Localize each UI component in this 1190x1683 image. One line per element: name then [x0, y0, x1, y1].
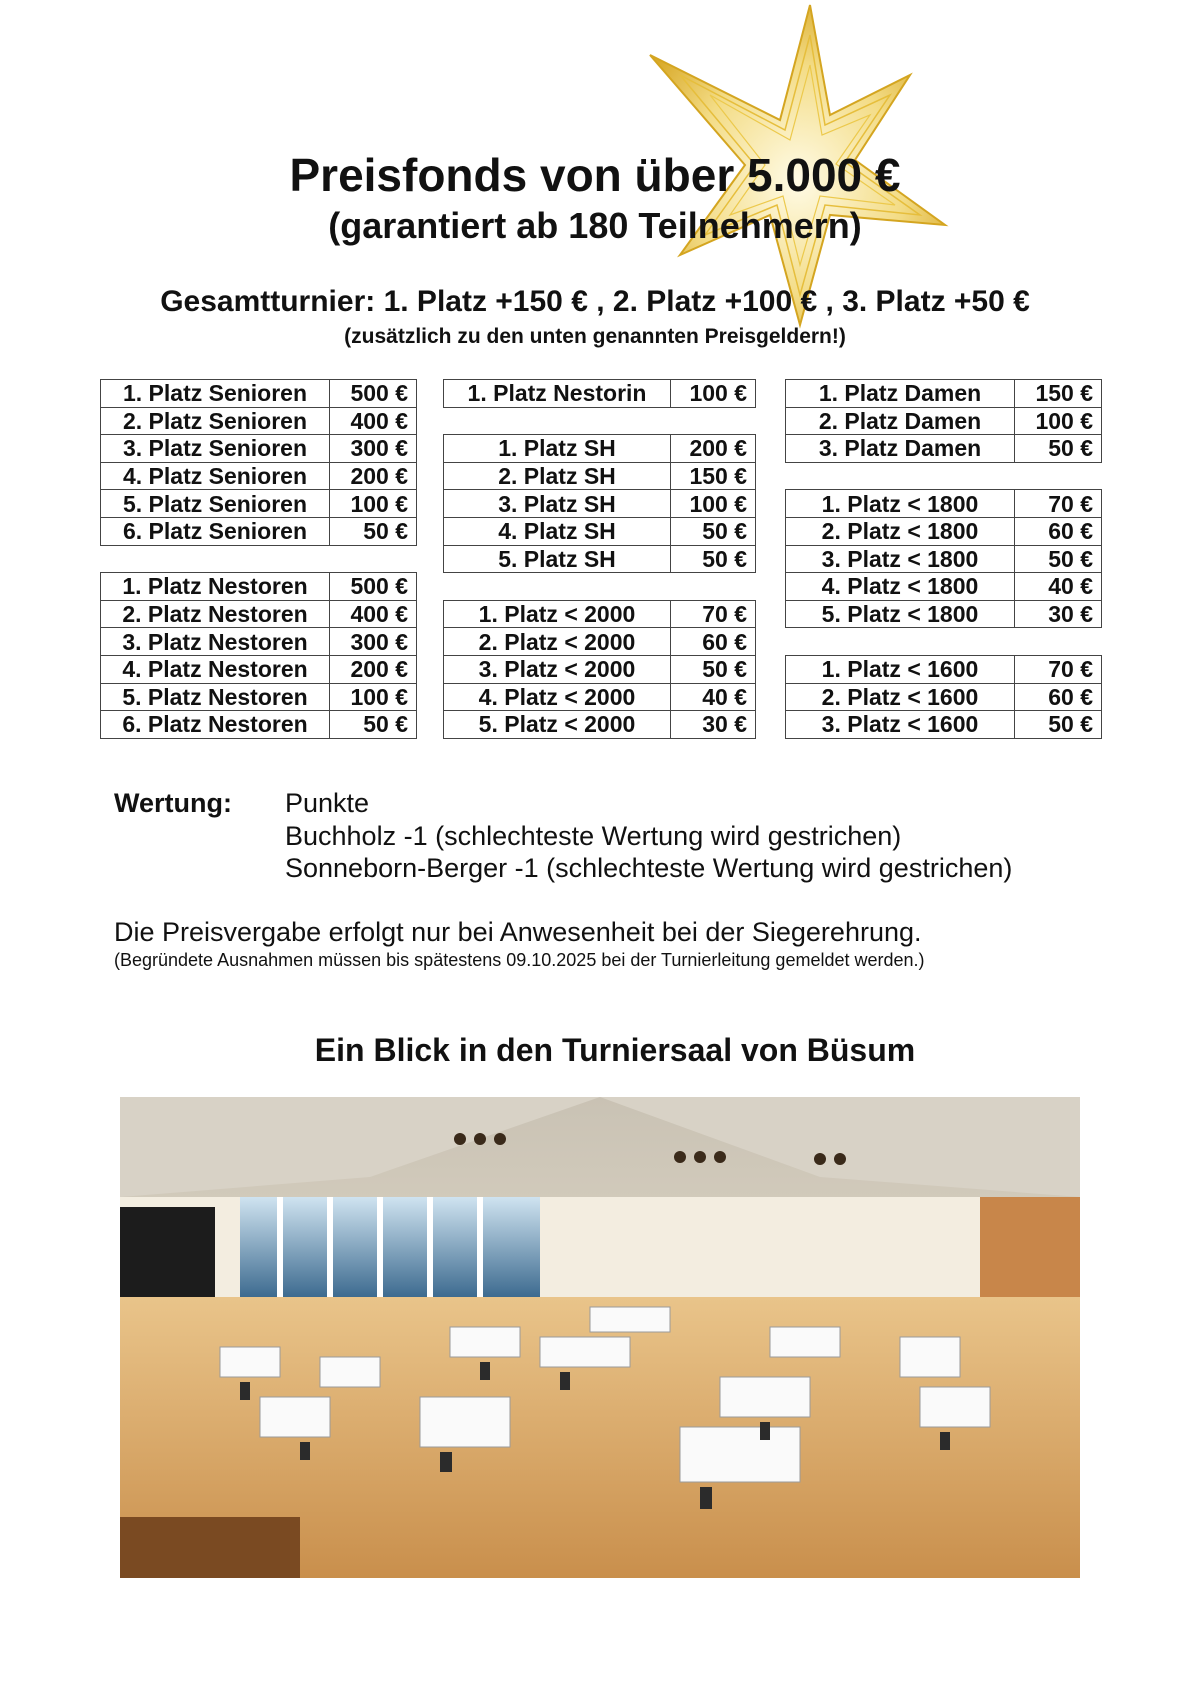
prize-amount: 100 € — [1015, 407, 1102, 435]
prize-label: 1. Platz Nestoren — [101, 573, 330, 601]
prize-label: 4. Platz < 2000 — [444, 683, 671, 711]
prize-label: 1. Platz Senioren — [101, 380, 330, 408]
prize-label: 3. Platz < 2000 — [444, 655, 671, 683]
prize-label: 3. Platz Nestoren — [101, 628, 330, 656]
prize-amount: 30 € — [671, 711, 756, 739]
table-row — [101, 711, 417, 739]
table-row — [444, 683, 756, 711]
table-row — [444, 490, 756, 518]
table-row — [786, 655, 1102, 683]
prize-label: 3. Platz SH — [444, 490, 671, 518]
prize-amount: 30 € — [1015, 600, 1102, 628]
prize-label: 1. Platz < 1600 — [786, 655, 1015, 683]
prize-amount: 50 € — [671, 655, 756, 683]
prize-label: 6. Platz Nestoren — [101, 711, 330, 739]
presence-note: Die Preisvergabe erfolgt nur bei Anwesenheit bei der Siegerehrung. — [114, 917, 922, 947]
table-row — [444, 517, 756, 545]
table-row — [101, 490, 417, 518]
table-row — [101, 573, 417, 601]
prize-amount: 60 € — [1015, 683, 1102, 711]
prize-amount: 100 € — [330, 683, 417, 711]
table-row — [786, 573, 1102, 601]
prize-label: 1. Platz SH — [444, 435, 671, 463]
prize-amount: 50 € — [671, 517, 756, 545]
prize-amount: 70 € — [1015, 655, 1102, 683]
prize-table-nestorin-sh-2000 — [443, 379, 756, 739]
wertung-line: Buchholz -1 (schlechteste Wertung wird gestrichen) — [285, 821, 902, 851]
prize-label: 6. Platz Senioren — [101, 517, 330, 545]
prize-amount: 200 € — [330, 655, 417, 683]
prize-amount: 200 € — [671, 435, 756, 463]
table-row — [444, 462, 756, 490]
prize-table-damen-1800-1600 — [785, 379, 1102, 739]
prize-label: 3. Platz < 1600 — [786, 711, 1015, 739]
prize-amount: 400 € — [330, 407, 417, 435]
prize-amount: 150 € — [1015, 380, 1102, 408]
prize-label: 5. Platz Senioren — [101, 490, 330, 518]
prize-label: 4. Platz < 1800 — [786, 573, 1015, 601]
prize-label: 2. Platz Senioren — [101, 407, 330, 435]
prize-amount: 300 € — [330, 628, 417, 656]
wertung-line: Punkte — [285, 788, 370, 818]
prize-label: 2. Platz < 1600 — [786, 683, 1015, 711]
prize-label: 1. Platz < 2000 — [444, 600, 671, 628]
table-spacer — [444, 407, 756, 435]
prize-amount: 400 € — [330, 600, 417, 628]
prize-label: 1. Platz < 1800 — [786, 490, 1015, 518]
table-row — [786, 517, 1102, 545]
prize-label: 2. Platz Nestoren — [101, 600, 330, 628]
prize-amount: 60 € — [1015, 517, 1102, 545]
prize-amount: 70 € — [671, 600, 756, 628]
table-row — [444, 600, 756, 628]
prize-amount: 500 € — [330, 573, 417, 601]
prize-label: 2. Platz SH — [444, 462, 671, 490]
table-spacer — [786, 628, 1102, 656]
prize-amount: 100 € — [330, 490, 417, 518]
prize-label: 4. Platz SH — [444, 517, 671, 545]
prize-amount: 150 € — [671, 462, 756, 490]
page-title: Preisfonds von über 5.000 € — [289, 149, 901, 201]
table-row — [786, 435, 1102, 463]
prize-label: 2. Platz < 1800 — [786, 517, 1015, 545]
table-row — [101, 462, 417, 490]
wertung-line: Sonneborn-Berger -1 (schlechteste Wertung wird gestrichen) — [285, 853, 1013, 883]
table-row — [444, 711, 756, 739]
prize-label: 5. Platz Nestoren — [101, 683, 330, 711]
prize-label: 4. Platz Senioren — [101, 462, 330, 490]
prize-amount: 50 € — [1015, 711, 1102, 739]
table-row — [786, 600, 1102, 628]
hall-title: Ein Blick in den Turniersaal von Büsum — [314, 1032, 916, 1068]
overall-prizes: Gesamtturnier: 1. Platz +150 € , 2. Platz +100 € , 3. Platz +50 € — [160, 285, 1030, 318]
prize-amount: 500 € — [330, 380, 417, 408]
table-row — [786, 711, 1102, 739]
table-row — [444, 545, 756, 573]
prize-amount: 60 € — [671, 628, 756, 656]
tournament-hall-photo — [120, 1097, 1080, 1578]
table-row — [786, 407, 1102, 435]
table-row — [101, 407, 417, 435]
table-row — [101, 435, 417, 463]
table-row — [101, 380, 417, 408]
wertung-label: Wertung: — [114, 788, 232, 818]
table-row — [101, 600, 417, 628]
prize-amount: 300 € — [330, 435, 417, 463]
prize-label: 5. Platz SH — [444, 545, 671, 573]
table-row — [444, 628, 756, 656]
prize-label: 3. Platz Senioren — [101, 435, 330, 463]
prize-amount: 200 € — [330, 462, 417, 490]
prize-amount: 50 € — [671, 545, 756, 573]
table-row — [101, 655, 417, 683]
prize-label: 1. Platz Damen — [786, 380, 1015, 408]
prize-table-senioren-nestoren — [100, 379, 417, 739]
prize-label: 5. Platz < 2000 — [444, 711, 671, 739]
table-row — [101, 683, 417, 711]
prize-amount: 100 € — [671, 490, 756, 518]
prize-amount: 50 € — [330, 711, 417, 739]
table-spacer — [444, 573, 756, 601]
table-row — [786, 683, 1102, 711]
prize-label: 2. Platz < 2000 — [444, 628, 671, 656]
prize-label: 3. Platz < 1800 — [786, 545, 1015, 573]
hall-illustration — [120, 1097, 1080, 1578]
table-row — [101, 628, 417, 656]
prize-amount: 50 € — [1015, 435, 1102, 463]
prize-amount: 40 € — [671, 683, 756, 711]
table-row — [444, 380, 756, 408]
table-row — [786, 545, 1102, 573]
prize-label: 5. Platz < 1800 — [786, 600, 1015, 628]
page-subtitle: (garantiert ab 180 Teilnehmern) — [328, 205, 862, 246]
table-row — [786, 490, 1102, 518]
exceptions-note: (Begründete Ausnahmen müssen bis spätestens 09.10.2025 bei der Turnierleitung gemeldet werden.) — [114, 950, 925, 970]
table-spacer — [101, 545, 417, 573]
prize-amount: 50 € — [1015, 545, 1102, 573]
prize-amount: 40 € — [1015, 573, 1102, 601]
table-spacer — [786, 462, 1102, 490]
overall-prizes-note: (zusätzlich zu den unten genannten Preisgeldern!) — [344, 325, 846, 348]
prize-label: 3. Platz Damen — [786, 435, 1015, 463]
table-row — [444, 435, 756, 463]
prize-amount: 50 € — [330, 517, 417, 545]
prize-amount: 70 € — [1015, 490, 1102, 518]
table-row — [101, 517, 417, 545]
prize-label: 4. Platz Nestoren — [101, 655, 330, 683]
prize-label: 2. Platz Damen — [786, 407, 1015, 435]
table-row — [786, 380, 1102, 408]
prize-label: 1. Platz Nestorin — [444, 380, 671, 408]
table-row — [444, 655, 756, 683]
prize-amount: 100 € — [671, 380, 756, 408]
